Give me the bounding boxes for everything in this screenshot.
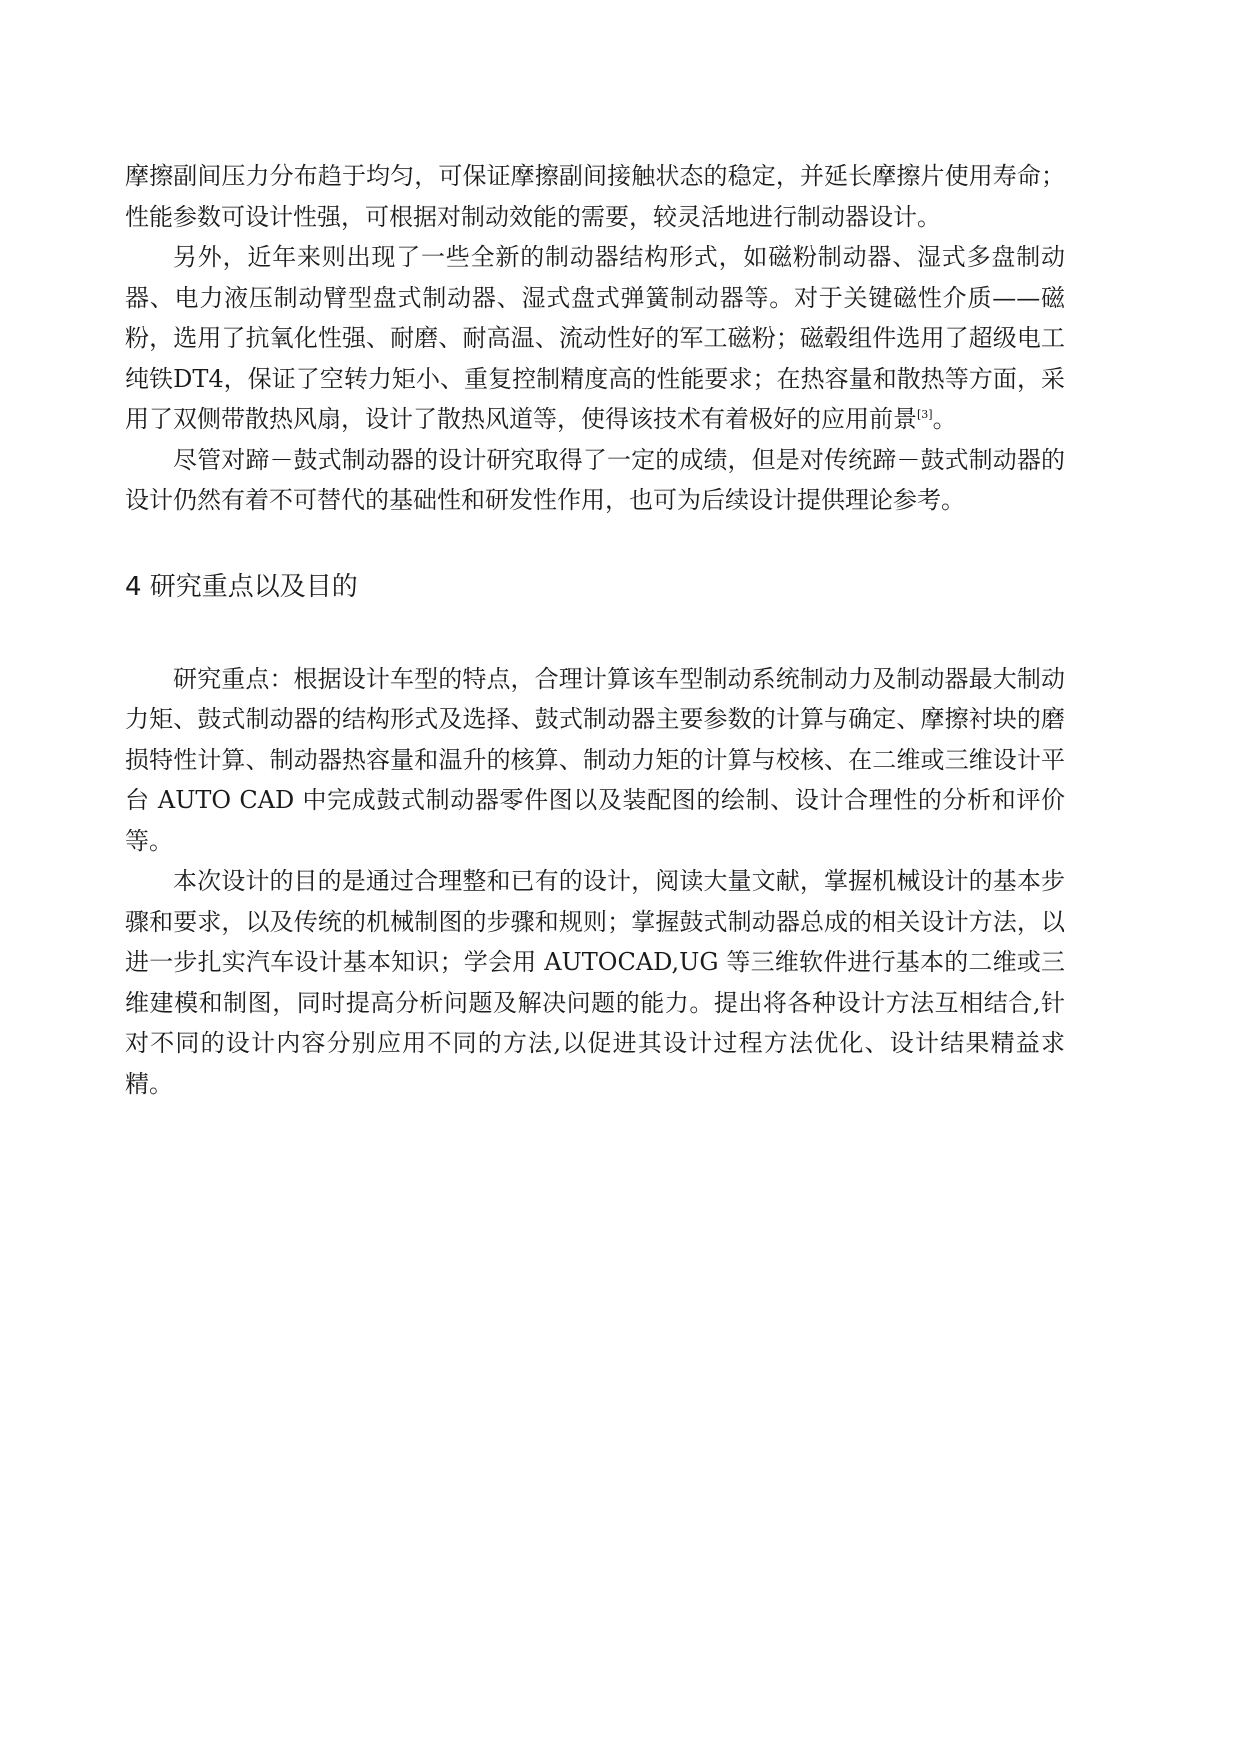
paragraph-text: 研究重点：根据设计车型的特点，合理计算该车型制动系统制动力及制动器最大制动力矩、鼓式制动器的结构形式及选择、鼓式制动器主要参数的计算与确定、摩擦衬块的磨损特性计算、制动器热容量和温升的核算、制动力矩的计算与校核、在二维或三维设计平台 AUTO CAD 中完成鼓式制动器零件图以及装配图的绘制、设计合理性的分析和评价等。 — [125, 664, 1065, 855]
document-page — [125, 156, 1065, 1104]
paragraph-new-brakes — [125, 237, 1065, 440]
citation-marker[interactable]: [3] — [917, 408, 933, 421]
paragraph-text: 尽管对蹄－鼓式制动器的设计研究取得了一定的成绩，但是对传统蹄－鼓式制动器的设计仍然有着不可替代的基础性和研发性作用，也可为后续设计提供理论参考。 — [125, 445, 1065, 514]
paragraph-research-focus — [125, 659, 1065, 862]
section-heading: 4 研究重点以及目的 — [125, 571, 358, 602]
paragraph-continued — [125, 156, 1065, 237]
paragraph-text: 另外，近年来则出现了一些全新的制动器结构形式，如磁粉制动器、湿式多盘制动器、电力液压制动臂型盘式制动器、湿式盘式弹簧制动器等。对于关键磁性介质——磁粉，选用了抗氧化性强、耐磨、耐高温、流动性好的军工磁粉；磁毂组件选用了超级电工纯铁DT4，保证了空转力矩小、重复控制精度高的性能要求；在热容量和散热等方面，采用了双侧带散热风扇，设计了散热风道等，使得该技术有着极好的应用前景 — [125, 243, 1065, 433]
paragraph-summary — [125, 440, 1065, 521]
paragraph-design-purpose — [125, 861, 1065, 1104]
paragraph-text: 摩擦副间压力分布趋于均匀，可保证摩擦副间接触状态的稳定，并延长摩擦片使用寿命；性能参数可设计性强，可根据对制动效能的需要，较灵活地进行制动器设计。 — [125, 162, 1065, 231]
paragraph-text: 本次设计的目的是通过合理整和已有的设计，阅读大量文献，掌握机械设计的基本步骤和要求，以及传统的机械制图的步骤和规则；掌握鼓式制动器总成的相关设计方法，以进一步扎实汽车设计基本知识；学会用 AUTOCAD,UG 等三维软件进行基本的二维或三维建模和制图，同时提高分析问题及解决问题的能力。提出将各种设计方法互相结合,针对不同的设计内容分别应用不同的方法,以促进其设计过程方法优化、设计结果精益求精。 — [125, 867, 1065, 1098]
paragraph-tail: 。 — [932, 405, 957, 433]
